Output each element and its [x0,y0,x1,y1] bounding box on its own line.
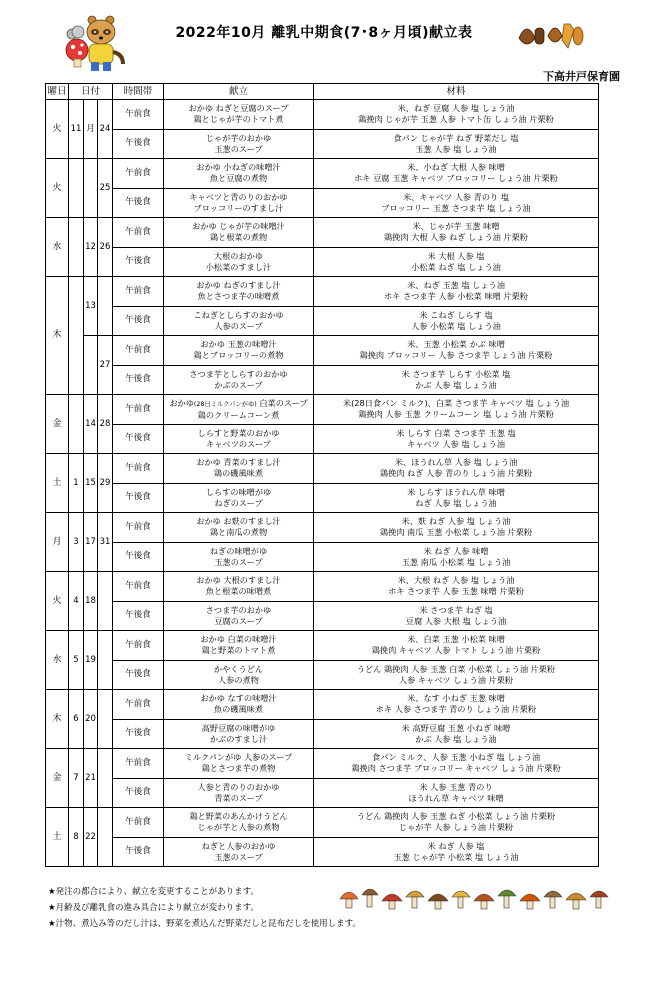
ingredients-cell: 米、ほうれん草 人参 塩 しょう油 鶏挽肉 ねぎ 人参 青のり しょう油 片栗粉 [314,454,599,484]
date-cell [69,159,84,218]
footnotes [48,884,361,932]
ingredients-cell: 米、大根 ねぎ 人参 塩 しょう油 ホキ さつま芋 人参 玉葱 味噌 片栗粉 [314,572,599,602]
ingredients-cell: 米 大根 人参 塩 小松菜 ねぎ 塩 しょう油 [314,247,599,277]
table-row [46,513,599,543]
menu-cell: こねぎとしらすのおかゆ 人参のスープ [164,306,314,336]
ingredients-cell: 米、玉葱 小松菜 かぶ 味噌 鶏挽肉 ブロッコリー 人参 さつま芋 しょう油 片栗粉 [314,336,599,366]
table-row [46,188,599,218]
slot-cell: 午後食 [113,719,164,749]
ingredients-cell: 米 しらす ほうれん草 味噌 ねぎ 人参 塩 しょう油 [314,483,599,513]
date-cell [98,631,113,690]
menu-cell: おかゆ 青菜のすまし汁 鶏の磯風味煮 [164,454,314,484]
weekday-cell: 土 [46,808,69,867]
slot-cell: 午後食 [113,365,164,395]
menu-cell: しらすの味噌がゆ ねぎのスープ [164,483,314,513]
table-row [46,395,599,425]
ingredients-cell: 食パン じゃが芋 ねぎ 野菜だし 塩 玉葱 人参 塩 しょう油 [314,129,599,159]
date-cell [84,159,98,218]
date-cell: 25 [98,159,113,218]
date-cell [69,277,84,395]
date-cell: 14 [84,395,98,454]
menu-cell: おかゆ なすの味噌汁 魚の磯風味煮 [164,690,314,720]
slot-cell: 午前食 [113,808,164,838]
ingredients-header: 材料 [314,84,599,100]
date-cell: 11 [69,100,84,159]
slot-cell: 午後食 [113,188,164,218]
menu-header: 献立 [164,84,314,100]
table-row [46,100,599,130]
ingredients-cell: 米、ねぎ 豆腐 人参 塩 しょう油 鶏挽肉 じゃが芋 玉葱 人参 トマト缶 しょう油 片栗粉 [314,100,599,130]
menu-cell: おかゆ 大根のすまし汁 魚と根菜の味噌煮 [164,572,314,602]
table-row [46,277,599,307]
ingredients-cell: 米 ねぎ 人参 塩 玉葱 じゃが芋 小松菜 塩 しょう油 [314,837,599,867]
date-header: 日付 [69,84,113,100]
table-row [46,778,599,808]
slot-cell: 午前食 [113,513,164,543]
date-cell: 19 [84,631,98,690]
slot-cell: 午後食 [113,778,164,808]
ingredients-cell: 米、麩 ねぎ 人参 塩 しょう油 鶏挽肉 南瓜 玉葱 小松菜 しょう油 片栗粉 [314,513,599,543]
footnote: ★汁物、煮込み等のだし汁は、野菜を煮込んだ野菜だしと昆布だしを使用します。 [48,919,361,929]
date-cell: 3 [69,513,84,572]
table-row [46,660,599,690]
tanuki-mascot-icon [58,12,128,78]
date-cell [98,572,113,631]
ingredients-cell: 米、じゃが芋 玉葱 味噌 鶏挽肉 大根 人参 ねぎ しょう油 片栗粉 [314,218,599,248]
weekday-cell: 水 [46,218,69,277]
table-row [46,749,599,779]
date-cell: 6 [69,690,84,749]
chestnut-acorn-icon [515,18,585,52]
date-cell: 5 [69,631,84,690]
slot-cell: 午後食 [113,601,164,631]
weekday-cell: 水 [46,631,69,690]
date-cell: 15 [84,454,98,513]
ingredients-cell: 米、白菜 玉葱 小松菜 味噌 鶏挽肉 キャベツ 人参 トマト しょう油 片栗粉 [314,631,599,661]
menu-cell: キャベツと青のりのおかゆ ブロッコリーのすまし汁 [164,188,314,218]
date-cell [98,690,113,749]
date-cell [98,749,113,808]
slot-cell: 午後食 [113,542,164,572]
date-cell: 20 [84,690,98,749]
menu-cell: 人参と青のりのおかゆ 青菜のスープ [164,778,314,808]
date-cell: 22 [84,808,98,867]
table-row [46,159,599,189]
ingredients-cell: 米 さつま芋 ねぎ 塩 豆腐 人参 大根 塩 しょう油 [314,601,599,631]
slot-cell: 午前食 [113,277,164,307]
date-cell: 12 [84,218,98,277]
menu-cell: しらすと野菜のおかゆ キャベツのスープ [164,424,314,454]
date-cell [69,395,84,454]
table-row [46,336,599,366]
slot-cell: 午後食 [113,837,164,867]
date-cell: 17 [84,513,98,572]
weekday-cell: 木 [46,690,69,749]
ingredients-cell: 米 ねぎ 人参 味噌 玉葱 南瓜 小松菜 塩 しょう油 [314,542,599,572]
ingredients-cell: 米 さつま芋 しらす 小松菜 塩 かぶ 人参 塩 しょう油 [314,365,599,395]
table-row [46,631,599,661]
ingredients-cell: 米、キャベツ 人参 青のり 塩 ブロッコリー 玉葱 さつま芋 塩 しょう油 [314,188,599,218]
ingredients-cell: 米、なす 小ねぎ 玉葱 味噌 ホキ 人参 さつま芋 青のり しょう油 片栗粉 [314,690,599,720]
date-cell: 31 [98,513,113,572]
header-row [46,84,599,100]
date-cell: 26 [98,218,113,277]
ingredients-cell: 米 こねぎ しらす 塩 人参 小松菜 塩 しょう油 [314,306,599,336]
menu-cell: じゃが芋のおかゆ 玉葱のスープ [164,129,314,159]
table-row [46,690,599,720]
date-cell: 月 [84,100,98,159]
slot-cell: 午後食 [113,247,164,277]
date-cell: 13 [84,277,98,336]
slot-cell: 午後食 [113,129,164,159]
weekday-cell: 木 [46,277,69,395]
weekday-cell: 火 [46,100,69,159]
table-row [46,601,599,631]
menu-table [45,83,599,867]
table-row [46,837,599,867]
weekday-cell: 金 [46,749,69,808]
menu-cell: さつま芋のおかゆ 豆腐のスープ [164,601,314,631]
table-row [46,572,599,602]
date-cell: 7 [69,749,84,808]
slot-cell: 午後食 [113,424,164,454]
slot-cell: 午前食 [113,572,164,602]
slot-cell: 午前食 [113,159,164,189]
ingredients-cell: 米(28日食パン ミルク)、白菜 さつま芋 キャベツ 塩 しょう油 鶏挽肉 人参 玉葱 クリームコーン 塩 しょう油 片栗粉 [314,395,599,425]
slot-cell: 午後食 [113,660,164,690]
nursery-name: 下高井戸保育園 [543,70,620,83]
weekday-cell: 月 [46,513,69,572]
menu-cell: おかゆ 玉葱の味噌汁 鶏とブロッコリーの煮物 [164,336,314,366]
menu-cell: おかゆ じゃが芋の味噌汁 鶏と根菜の煮物 [164,218,314,248]
date-cell [98,808,113,867]
slot-cell: 午前食 [113,100,164,130]
date-cell [69,218,84,277]
menu-cell: 高野豆腐の味噌がゆ かぶのすまし汁 [164,719,314,749]
menu-cell: さつま芋としらすのおかゆ かぶのスープ [164,365,314,395]
mushroom-row-icon [338,883,618,915]
weekday-header: 曜日 [46,84,69,100]
weekday-cell: 金 [46,395,69,454]
weekday-cell: 火 [46,159,69,218]
slot-cell: 午前食 [113,336,164,366]
table-row [46,129,599,159]
weekday-cell: 火 [46,572,69,631]
date-cell [98,277,113,336]
slot-cell: 午前食 [113,454,164,484]
slot-cell: 午前食 [113,749,164,779]
slot-cell: 午後食 [113,306,164,336]
date-cell: 27 [98,336,113,395]
menu-cell: おかゆ ねぎと豆腐のスープ 鶏とじゃが芋のトマト煮 [164,100,314,130]
page-title: 2022年10月 離乳中期食(7･8ヶ月頃)献立表 [175,25,473,41]
menu-cell: ねぎの味噌がゆ 玉葱のスープ [164,542,314,572]
date-cell: 24 [98,100,113,159]
time-header: 時間帯 [113,84,164,100]
slot-cell: 午前食 [113,631,164,661]
date-cell [84,336,98,395]
date-cell: 18 [84,572,98,631]
ingredients-cell: うどん 鶏挽肉 人参 玉葱 白菜 小松菜 しょう油 片栗粉 人参 キャベツ しょう油 片栗粉 [314,660,599,690]
date-cell: 1 [69,454,84,513]
table-row [46,247,599,277]
ingredients-cell: 米 人参 玉葱 青のり ほうれん草 キャベツ 味噌 [314,778,599,808]
ingredients-cell: 米 しらす 白菜 さつま芋 玉葱 塩 キャベツ 人参 塩 しょう油 [314,424,599,454]
menu-cell: おかゆ お麩のすまし汁 鶏と南瓜の煮物 [164,513,314,543]
table-row [46,365,599,395]
ingredients-cell: うどん 鶏挽肉 人参 玉葱 ねぎ 小松菜 しょう油 片栗粉 じゃが芋 人参 しょう油 片栗粉 [314,808,599,838]
table-row [46,719,599,749]
ingredients-cell: 米、ねぎ 玉葱 塩 しょう油 ホキ さつま芋 人参 小松菜 味噌 片栗粉 [314,277,599,307]
ingredients-cell: 米、小ねぎ 大根 人参 味噌 ホキ 豆腐 玉葱 キャベツ ブロッコリー しょう油 片栗粉 [314,159,599,189]
ingredients-cell: 米 高野豆腐 玉葱 小ねぎ 味噌 かぶ 人参 塩 しょう油 [314,719,599,749]
date-cell: 8 [69,808,84,867]
date-cell: 29 [98,454,113,513]
table-row [46,306,599,336]
menu-cell: おかゆ(28日ミルクパンがゆ) 白菜のスープ 鶏のクリームコーン煮 [164,395,314,425]
footnote: ★月齢及び離乳食の進み具合により献立が変わります。 [48,903,259,913]
menu-cell: 鶏と野菜のあんかけうどん じゃが芋と人参の煮物 [164,808,314,838]
menu-cell: おかゆ ねぎのすまし汁 魚とさつま芋の味噌煮 [164,277,314,307]
menu-cell: ねぎと人参のおかゆ 玉葱のスープ [164,837,314,867]
weekday-cell: 土 [46,454,69,513]
ingredients-cell: 食パン ミルク、人参 玉葱 小ねぎ 塩 しょう油 鶏挽肉 さつま芋 ブロッコリー キャベツ しょう油 片栗粉 [314,749,599,779]
menu-cell: かやくうどん 人参の煮物 [164,660,314,690]
slot-cell: 午前食 [113,395,164,425]
slot-cell: 午前食 [113,690,164,720]
date-cell: 28 [98,395,113,454]
menu-cell: おかゆ 小ねぎの味噌汁 魚と豆腐の煮物 [164,159,314,189]
date-cell: 21 [84,749,98,808]
table-row [46,424,599,454]
menu-cell: おかゆ 白菜の味噌汁 鶏と野菜のトマト煮 [164,631,314,661]
footnote: ★発注の都合により、献立を変更することがあります。 [48,887,259,897]
slot-cell: 午前食 [113,218,164,248]
date-cell: 4 [69,572,84,631]
table-row [46,454,599,484]
table-row [46,542,599,572]
table-row [46,483,599,513]
table-row [46,218,599,248]
slot-cell: 午後食 [113,483,164,513]
menu-cell: ミルクパンがゆ 人参のスープ 鶏とさつま芋の煮物 [164,749,314,779]
table-row [46,808,599,838]
menu-cell: 大根のおかゆ 小松菜のすまし汁 [164,247,314,277]
